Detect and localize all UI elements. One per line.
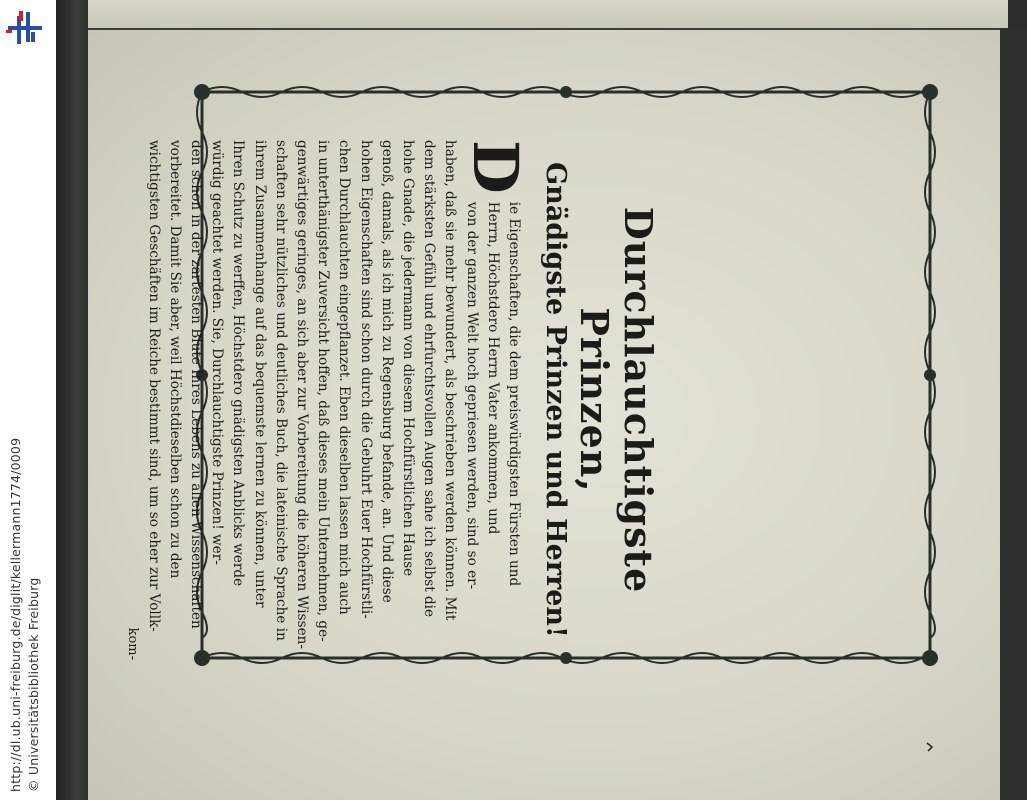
text-line: von der ganzen Welt hoch gepriesen werden, sind so er- [463,201,480,590]
text-line: den schon in der zartesten Blüte Ihres Lebens zu allen Wissenschaften [187,140,204,629]
text-line: ie Eigenschaften, die dem preiswürdigsten Fürsten und [506,201,522,587]
text-line: hohe Gnade, die jedermann von diesem Hochfürstlichen Hause [399,140,416,577]
text-line: Herrn, Höchstdero Herrn Vater ankommen, und [484,201,501,535]
library-logo-icon [4,8,46,50]
previous-leaf-edge [88,0,1008,30]
page-mark-icon [926,742,934,752]
page-title: Durchlauchtigste Prinzen, [572,206,661,594]
text-line: genwärtiges geringes, an sich aber zur Vorbereitung die höheren Wissen- [293,140,310,649]
text-line: würdig geachtet werden. Sie, Durchlauchtigste Prinzen! wer- [209,140,226,565]
decorated-initial: D [459,140,532,194]
text-line: Ihren Schutz zu werffen, Höchstdero gnädigsten Anblicks werde [230,140,247,587]
text-line: haben, daß sie mehr bewundert, als beschrieben werden können. Mit [442,140,459,621]
text-line: genoß, damals, als ich mich zu Regensburg befande, an. Und diese [378,140,395,603]
dedication-text-block [0,140,660,660]
text-line: schaften sehr nützliches und deutliches Buch, die lateinische Sprache in [272,140,289,641]
page-edge [1000,28,1027,800]
text-line: vorbereitet. Damit Sie aber, weil Höchstdieselben schon zu den [166,140,183,579]
text-line: in unterthänigster Zuversicht hoffen, daß dieses mein Unternehmen, ge- [315,140,332,642]
dedication-paragraph [142,140,532,660]
url-credit[interactable]: http://dl.ub.uni-freiburg.de/diglit/kellermann1774/0009 [8,437,23,792]
copyright-credit: © Universitätsbibliothek Freiburg [26,577,41,792]
text-line: chen Durchlauchten eingepflanzet. Eben dieselben lassen mich auch [336,140,353,615]
text-line: hohen Eigenschaften sind schon durch die Gebuhrt Euer Hochfürstli- [357,140,374,619]
page-subtitle: Gnädigste Prinzen und Herren! [540,162,571,638]
text-line: dem stärksten Gefühl und ehrfurchtsvollen Augen sahe ich selbst die [421,140,438,618]
text-line: ihrem Zusammenhange auf das bequemste lernen zu können, unter [251,140,268,608]
catchword: kom- [125,627,141,660]
text-line: wichtigsten Geschäften im Reiche bestimmt sind, um so eher zur Vollk- [145,140,162,632]
